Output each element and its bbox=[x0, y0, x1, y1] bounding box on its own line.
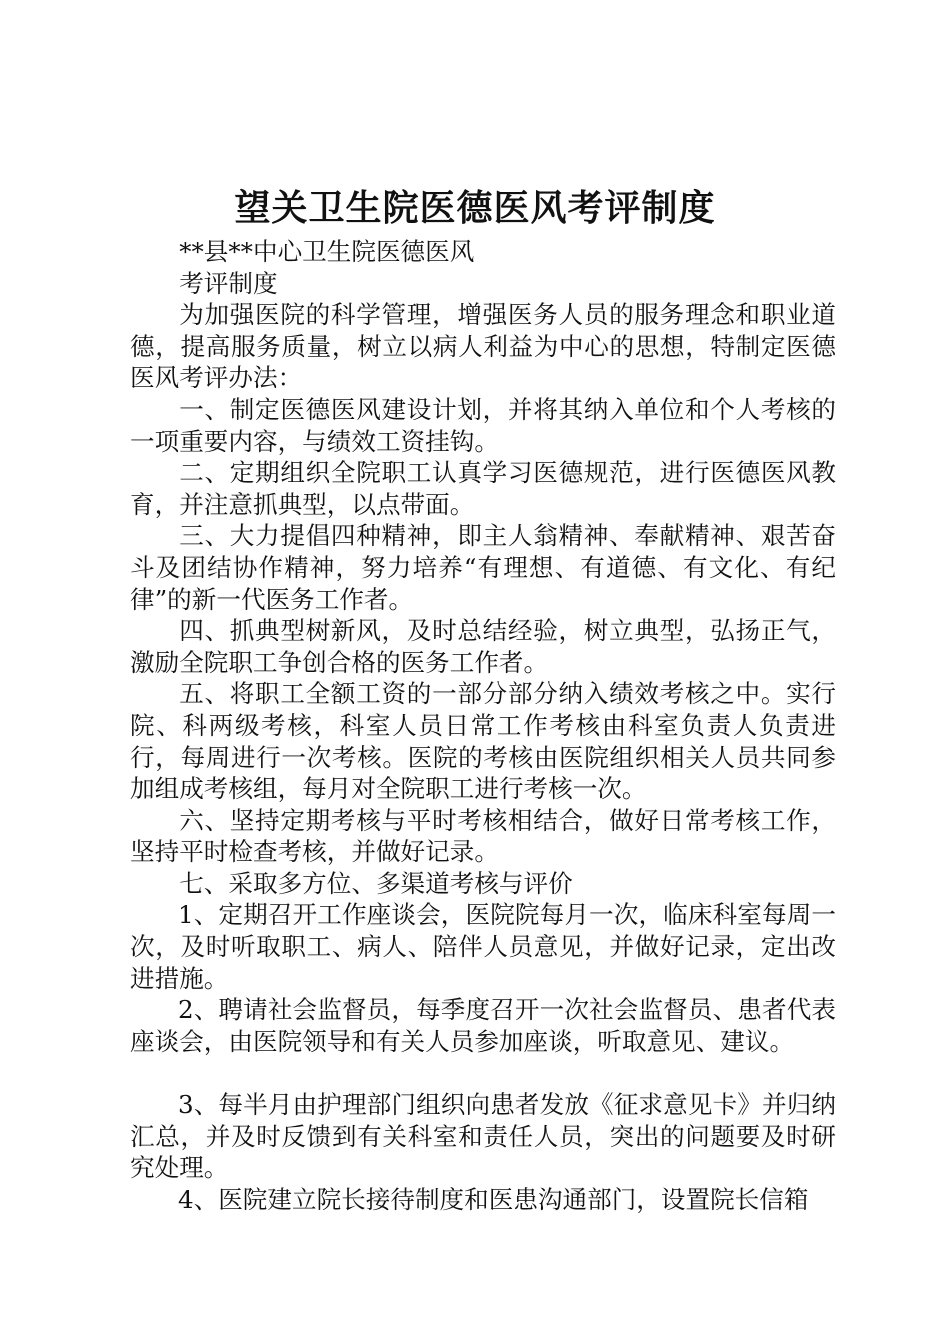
paragraph-header-line-2: 考评制度 bbox=[179, 268, 278, 298]
paragraph-item-4: 四、抓典型树新风，及时总结经验，树立典型，弘扬正气，激励全院职工争创合格的医务工作者。 bbox=[130, 616, 836, 677]
paragraph-item-5: 五、将职工全额工资的一部分部分纳入绩效考核之中。实行院、科两级考核，科室人员日常工作考核由科室负责人负责进行，每周进行一次考核。医院的考核由医院组织相关人员共同参加组成考核组，每月对全院职工进行考核一次。 bbox=[130, 679, 836, 804]
document-title: 望关卫生院医德医风考评制度 bbox=[234, 187, 716, 229]
paragraph-item-7: 七、采取多方位、多渠道考核与评价 bbox=[179, 868, 573, 898]
paragraph-subitem-3: 3、每半月由护理部门组织向患者发放《征求意见卡》并归纳汇总，并及时反馈到有关科室和责任人员，突出的问题要及时研究处理。 bbox=[130, 1090, 836, 1183]
paragraph-header-line-1: **县**中心卫生院医德医风 bbox=[179, 237, 475, 266]
paragraph-subitem-4: 4、医院建立院长接待制度和医患沟通部门，设置院长信箱 bbox=[177, 1184, 809, 1214]
paragraph-item-6: 六、坚持定期考核与平时考核相结合，做好日常考核工作，坚持平时检查考核，并做好记录。 bbox=[130, 805, 836, 867]
paragraph-item-3: 三、大力提倡四种精神，即主人翁精神、奉献精神、艰苦奋斗及团结协作精神，努力培养“有理想、有道德、有文化、有纪律”的新一代医务工作者。 bbox=[130, 521, 836, 614]
paragraph-item-1: 一、制定医德医风建设计划，并将其纳入单位和个人考核的一项重要内容，与绩效工资挂钩。 bbox=[130, 394, 836, 456]
paragraph-item-2: 二、定期组织全院职工认真学习医德规范，进行医德医风教育，并注意抓典型，以点带面。 bbox=[130, 458, 836, 519]
document-body bbox=[130, 236, 836, 1215]
blank-line bbox=[130, 1057, 836, 1089]
paragraph-subitem-2: 2、聘请社会监督员，每季度召开一次社会监督员、患者代表座谈会，由医院领导和有关人员参加座谈，听取意见、建议。 bbox=[130, 995, 836, 1056]
paragraph-intro: 为加强医院的科学管理，增强医务人员的服务理念和职业道德，提高服务质量，树立以病人利益为中心的思想，特制定医德医风考评办法： bbox=[130, 300, 836, 393]
paragraph-subitem-1: 1、定期召开工作座谈会，医院院每月一次，临床科室每周一次，及时听取职工、病人、陪伴人员意见，并做好记录，定出改进措施。 bbox=[130, 900, 836, 993]
